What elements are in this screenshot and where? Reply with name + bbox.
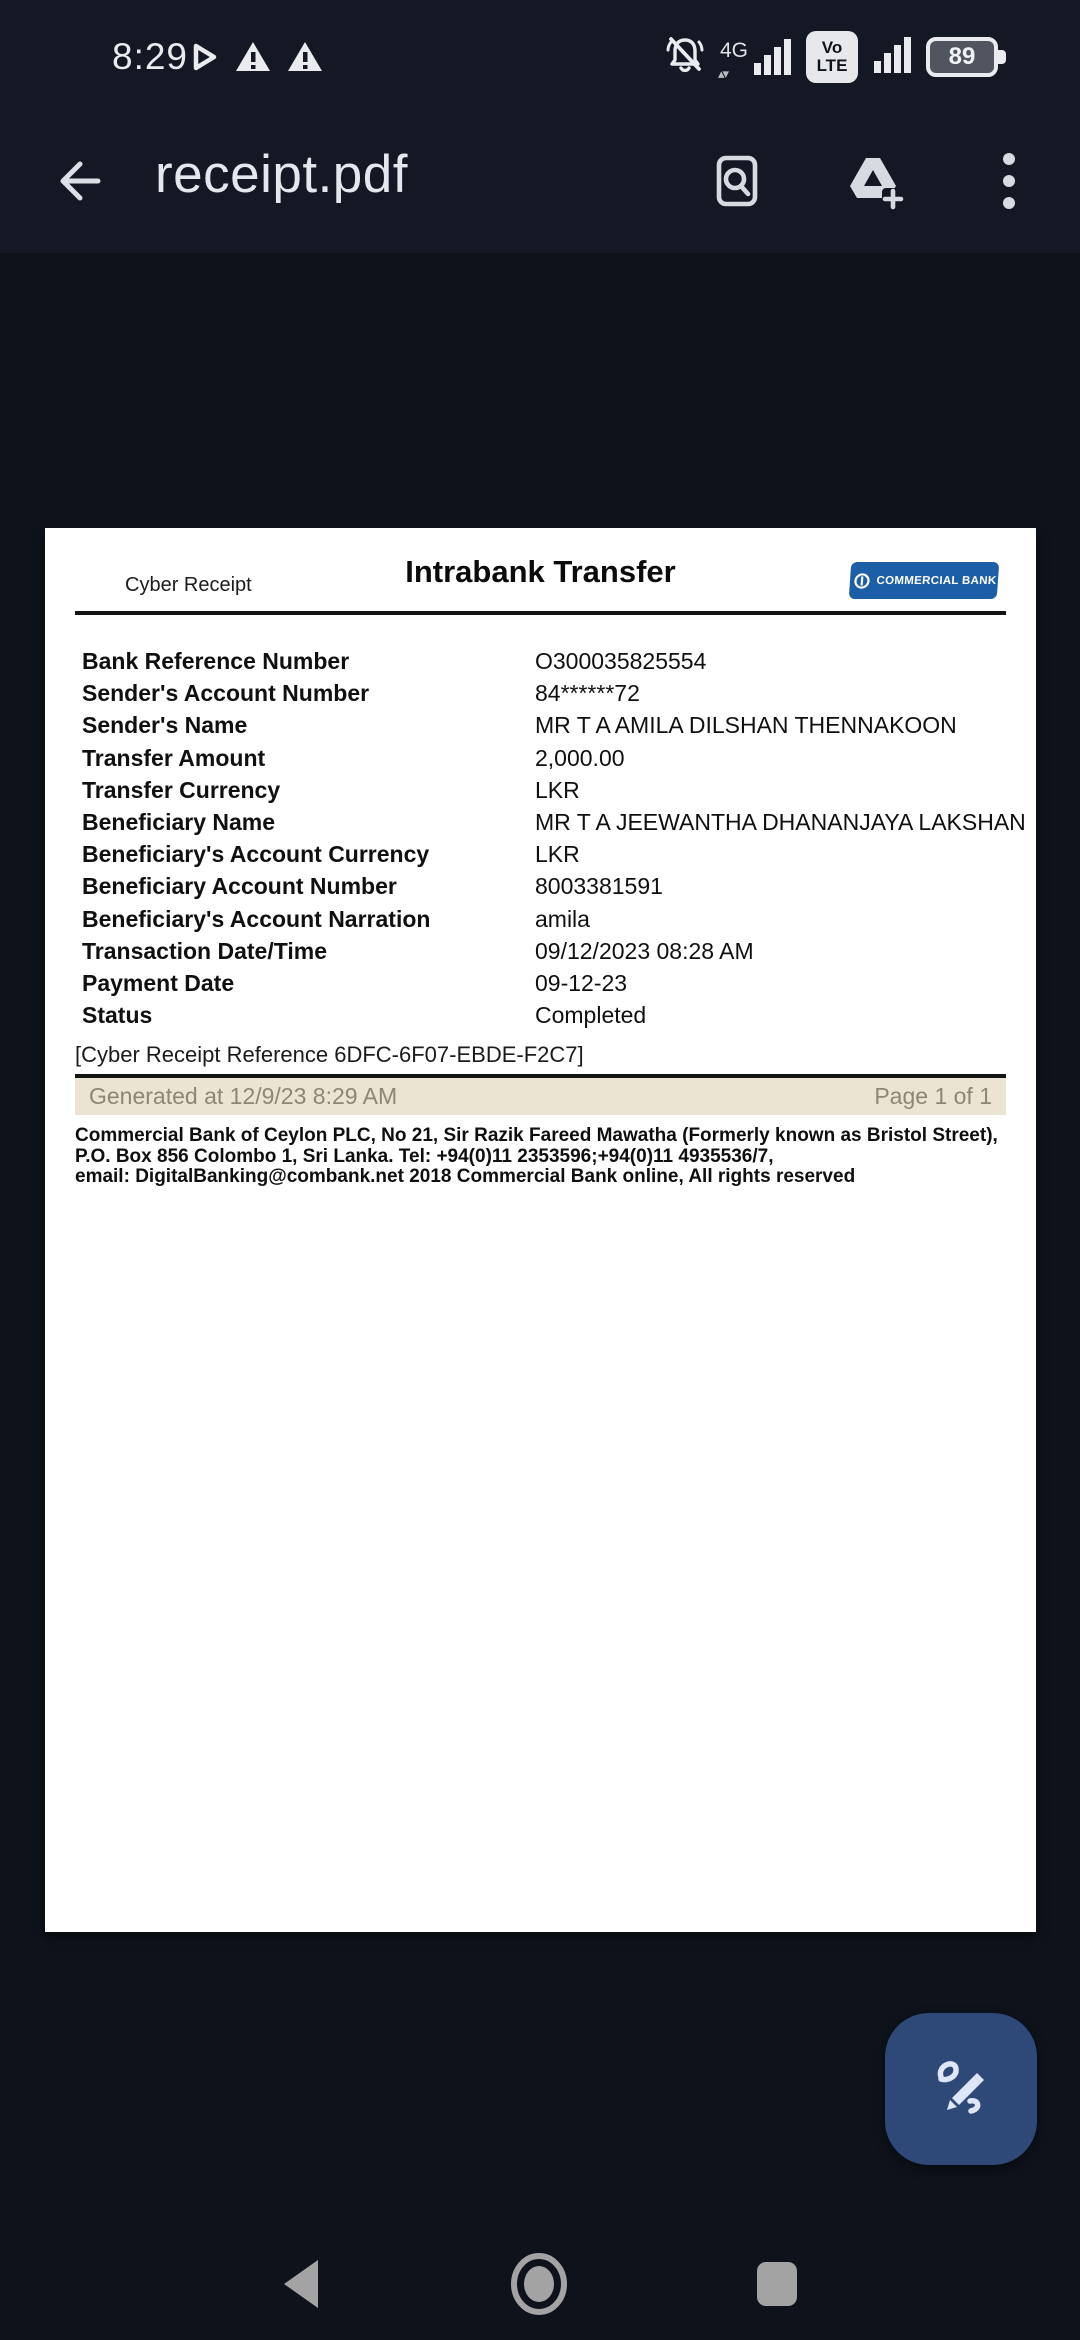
bank-logo [849, 562, 1000, 599]
nav-home-button[interactable] [499, 2244, 579, 2324]
receipt-row [45, 869, 1036, 901]
play-icon [190, 40, 220, 79]
field-label: Status [82, 1002, 153, 1029]
navigation-bar [0, 2230, 1080, 2340]
receipt-row [45, 934, 1036, 966]
receipt-doc-type: Cyber Receipt [125, 574, 252, 596]
warning-icon [286, 40, 324, 79]
document-title: receipt.pdf [155, 145, 408, 204]
status-bar[interactable] [0, 22, 1080, 92]
annotate-fab-button[interactable] [885, 2013, 1037, 2165]
field-label: Transfer Currency [82, 776, 281, 803]
data-activity-arrows: ▴▾ [717, 66, 728, 81]
header-rule [75, 611, 1006, 615]
nav-home-icon [510, 2253, 568, 2315]
add-to-drive-icon [842, 150, 904, 212]
field-value: Completed [535, 1002, 647, 1029]
receipt-row [45, 902, 1036, 934]
app-bar-actions [706, 150, 1040, 212]
footer-line: Commercial Bank of Ceylon PLC, No 21, Sir Razik Fareed Mawatha (Formerly known as Bristol Street), [75, 1125, 998, 1146]
receipt-row [45, 773, 1036, 805]
page-indicator: Page 1 of 1 [874, 1083, 992, 1109]
receipt-fields [45, 644, 1036, 1030]
battery-icon [926, 37, 1008, 77]
bank-logo-mark-icon [851, 571, 872, 591]
field-label: Sender's Account Number [82, 680, 370, 707]
pdf-page[interactable] [45, 528, 1036, 1932]
field-value: MR T A JEEWANTHA DHANANJAYA LAKSHAN [535, 808, 1026, 835]
field-value: 09-12-23 [535, 969, 628, 996]
field-label: Sender's Name [82, 712, 248, 739]
status-left-icons [190, 40, 324, 79]
field-value: amila [535, 905, 590, 932]
add-to-drive-button[interactable] [842, 150, 904, 212]
volte-badge: Vo LTE [806, 31, 858, 83]
receipt-footer [75, 1126, 1006, 1188]
back-arrow-icon [50, 152, 108, 210]
field-label: Bank Reference Number [82, 648, 350, 674]
nav-recents-button[interactable] [737, 2244, 817, 2324]
receipt-row [45, 966, 1036, 998]
receipt-row [45, 741, 1036, 773]
field-label: Beneficiary's Account Currency [82, 841, 430, 868]
field-value: 09/12/2023 08:28 AM [535, 937, 754, 964]
network-type-label: 4G [719, 39, 748, 62]
field-label: Payment Date [82, 969, 235, 996]
field-label: Beneficiary Name [82, 808, 276, 835]
field-value: LKR [535, 776, 580, 803]
field-value: O300035825554 [535, 648, 707, 674]
find-in-page-button[interactable] [706, 150, 768, 212]
receipt-row [45, 998, 1036, 1030]
receipt-row [45, 837, 1036, 869]
receipt-row [45, 805, 1036, 837]
field-value: LKR [535, 841, 580, 868]
generated-at: Generated at 12/9/23 8:29 AM [89, 1083, 398, 1109]
field-value: 84******72 [535, 680, 640, 707]
bank-logo-text: COMMERCIAL BANK [876, 574, 997, 587]
footer-line: P.O. Box 856 Colombo 1, Sri Lanka. Tel: +94(0)11 2353596;+94(0)11 4935536/7, [75, 1145, 774, 1167]
receipt-title: Intrabank Transfer [405, 554, 676, 589]
generated-bar [75, 1074, 1006, 1115]
app-bar [0, 128, 1080, 232]
warning-icon [234, 40, 272, 79]
nav-recents-icon [755, 2260, 799, 2308]
overflow-menu-button[interactable] [978, 150, 1040, 212]
signal-bars-icon [870, 35, 914, 80]
overflow-menu-icon [1002, 150, 1016, 212]
nav-back-icon [278, 2256, 322, 2312]
status-right-icons [662, 30, 1008, 84]
receipt-row [45, 676, 1036, 708]
field-value: 2,000.00 [535, 744, 625, 771]
receipt-row [45, 708, 1036, 740]
field-label: Beneficiary Account Number [82, 873, 397, 900]
notifications-muted-icon [662, 32, 708, 83]
receipt-row [45, 644, 1036, 676]
nav-back-button[interactable] [260, 2244, 340, 2324]
field-label: Transfer Amount [82, 744, 266, 771]
field-value: MR T A AMILA DILSHAN THENNAKOON [535, 712, 957, 739]
receipt-reference: [Cyber Receipt Reference 6DFC-6F07-EBDE-F2C7] [75, 1042, 584, 1067]
back-button[interactable] [50, 152, 108, 210]
battery-percent: 89 [948, 43, 976, 70]
signal-bars-icon [717, 37, 794, 81]
status-clock: 8:29 [112, 36, 189, 77]
find-in-page-icon [708, 152, 766, 210]
annotate-pen-icon [923, 2051, 999, 2127]
footer-line: email: DigitalBanking@combank.net 2018 Commercial Bank online, All rights reserved [75, 1166, 856, 1187]
field-value: 8003381591 [535, 873, 663, 900]
field-label: Beneficiary's Account Narration [82, 905, 431, 932]
field-label: Transaction Date/Time [82, 937, 327, 964]
